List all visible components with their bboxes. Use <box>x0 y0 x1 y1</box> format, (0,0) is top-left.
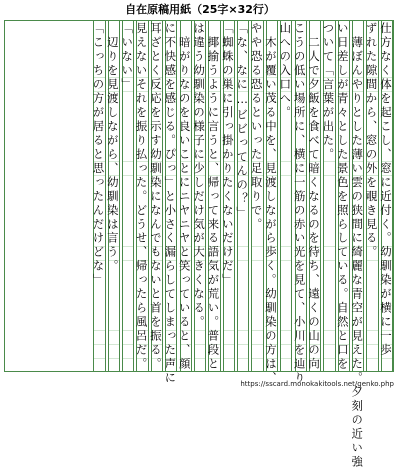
column-gutter <box>206 21 208 371</box>
column-text: に不快感を感じる。ぴっ」と小さく漏らしてしまった声に <box>163 22 178 386</box>
column-text: 暗がりなのを良いことにニヤニヤと笑っていると、顔 <box>177 22 192 372</box>
column-text: 木が覆い茂る中を、見渡しながら歩く。幼馴染の方は、 <box>264 22 278 386</box>
column-gutter <box>278 21 280 371</box>
column-gutter <box>149 21 151 371</box>
column-gutter <box>321 21 323 371</box>
manuscript-column <box>151 21 163 371</box>
column-gutter <box>120 21 122 371</box>
column-gutter <box>221 21 223 371</box>
manuscript-column <box>335 21 350 372</box>
source-url[interactable]: https://sscard.monokakitools.net/genko.php <box>240 380 394 388</box>
manuscript-column <box>280 21 292 371</box>
manuscript-column <box>136 21 148 371</box>
manuscript-column <box>309 21 321 371</box>
column-text: は違う幼馴染の様子に少しだけ気が大きくなる。 <box>192 22 207 330</box>
column-gutter <box>379 21 381 371</box>
column-text: 「いない」 <box>120 22 135 92</box>
manuscript-column <box>163 21 178 386</box>
column-text: 仕方なく体を起こし、窓に近付く。幼馴染が横に一歩 <box>379 22 393 358</box>
column-text: 辺りを見渡しながら、幼馴染は言う。 <box>105 22 120 274</box>
column-gutter <box>106 21 108 371</box>
column-gutter <box>307 21 309 371</box>
column-text: 山への入口へ。 <box>278 22 293 120</box>
manuscript-column <box>208 21 220 371</box>
column-text: 「な、なに…ビビってんの？」 <box>235 22 250 221</box>
column-text: 見えないそれを振り払った。どうせ、帰ったら風呂だ。 <box>134 22 149 372</box>
manuscript-column <box>350 21 365 469</box>
column-text: 「蜘蛛の巣に引っ掛かりたくないだけだ」 <box>220 22 235 288</box>
column-text: 二人で夕飯を食べて暗くなるのを待ち、遠くの山の向 <box>307 22 322 372</box>
column-gutter <box>163 21 165 371</box>
column-gutter <box>292 21 294 371</box>
column-text: やや恐る恐るといった足取りで。 <box>249 22 264 232</box>
column-text: 揶揄うように言うと、帰って来る語気が荒い。普段と <box>206 22 221 372</box>
column-gutter <box>177 21 179 371</box>
column-gutter <box>264 21 266 371</box>
sheet-title: 自在原稿用紙（25字×32行） <box>125 3 275 16</box>
column-text: 耳ざとく反応を示す幼馴染になんでもないと首を振る。 <box>149 22 163 372</box>
manuscript-column <box>264 21 278 386</box>
manuscript-column <box>251 21 263 371</box>
column-gutter <box>134 21 136 371</box>
column-gutter <box>235 21 237 371</box>
column-text: ついて「言葉が出た。 <box>321 22 336 162</box>
manuscript-column <box>122 21 134 371</box>
column-gutter <box>364 21 366 371</box>
manuscript-column <box>237 21 249 371</box>
column-text: 薄ぼんやりとした薄い雲の狭間に綺麗な青空が見えた。夕刻の近い強 <box>350 22 365 469</box>
manuscript-column <box>381 21 393 371</box>
manuscript-column <box>105 21 120 371</box>
column-text: ずれた隙間から、窓の外を覗き見る。 <box>364 22 379 260</box>
manuscript-column <box>292 21 307 386</box>
column-gutter <box>249 21 251 371</box>
manuscript-column <box>194 21 206 371</box>
column-text: い日差しが青々とした景色を照らしている。自然と口を <box>335 22 350 372</box>
column-text: こうの低い場所に、横に一筋の赤い光を見て、小川を辿り <box>292 22 307 386</box>
manuscript-column <box>366 21 378 371</box>
manuscript-column <box>323 21 335 371</box>
column-gutter <box>192 21 194 371</box>
manuscript-column <box>220 21 235 371</box>
manuscript-column <box>177 21 192 372</box>
column-gutter <box>336 21 338 371</box>
column-gutter <box>350 21 352 371</box>
column-text: 「こっちの方が居ると思ったんだけどな」 <box>91 22 106 288</box>
manuscript-column <box>93 21 105 371</box>
